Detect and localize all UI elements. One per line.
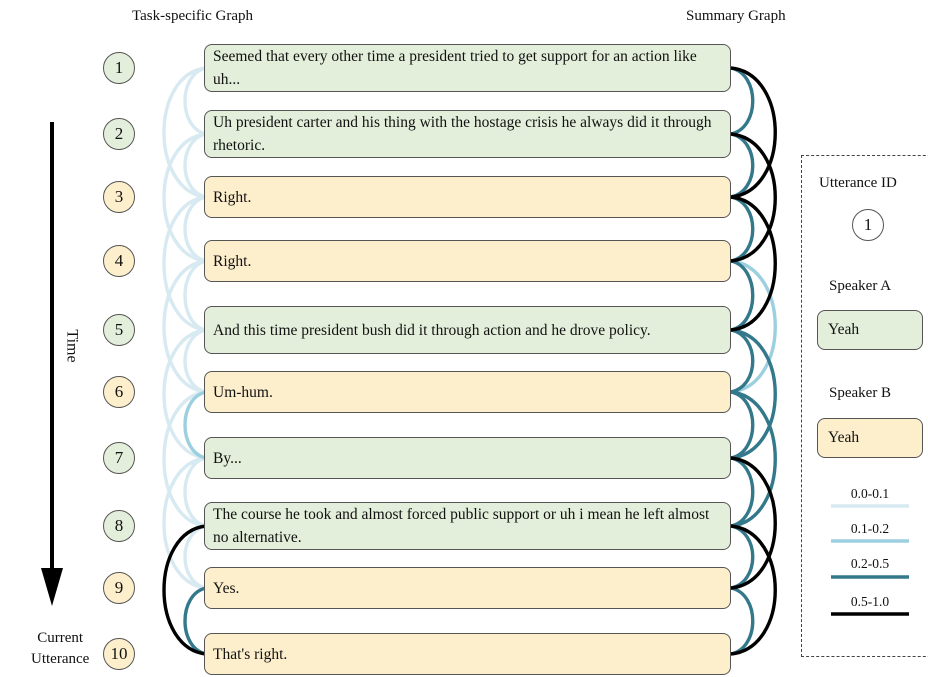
summary-edge-2-1	[731, 68, 753, 134]
task-edge-4-3	[185, 197, 206, 261]
utterance-text: Um-hum.	[213, 383, 273, 401]
utterance-text: And this time president bush did it through action and he drove policy.	[213, 321, 651, 339]
summary-edge-8-7	[731, 458, 753, 526]
utterance-text: Right.	[213, 188, 252, 206]
task-edge-8-7	[185, 458, 206, 526]
utterance-id-circle: 5	[103, 314, 135, 346]
utterance-text: Uh president carter and his thing with the hostage crisis he always did it through rhetoric.	[213, 114, 712, 154]
utterance-id-circle: 6	[103, 376, 135, 408]
legend-speaker-b-title: Speaker B	[829, 385, 892, 401]
utterance-box	[204, 240, 731, 282]
utterance-id-circle: 4	[103, 245, 135, 277]
legend-range-label: 0.2-0.5	[850, 556, 890, 571]
utterance-text: Seemed that every other time a president tried to get support for an action like uh...	[213, 48, 697, 88]
task-edge-10-9	[185, 588, 206, 654]
utterance-id-circle: 10	[103, 638, 135, 670]
legend-speaker-a-example: Yeah	[817, 310, 923, 350]
legend-range-label: 0.1-0.2	[850, 521, 890, 536]
utterance-box	[204, 437, 731, 479]
utterance-id-circle: 1	[103, 52, 135, 84]
utterance-id-circle: 9	[103, 572, 135, 604]
legend-utterance-id-title: Utterance ID	[819, 175, 897, 191]
utterance-id-circle: 3	[103, 181, 135, 213]
summary-edge-7-6	[731, 392, 753, 458]
utterance-box	[204, 110, 731, 158]
task-edge-9-8	[185, 526, 206, 588]
current-utterance-label	[31, 628, 89, 670]
utterance-box	[204, 502, 731, 550]
utterance-text: Right.	[213, 252, 252, 270]
summary-edge-4-3	[731, 197, 753, 261]
utterance-box	[204, 371, 731, 413]
utterance-id-circle: 8	[103, 510, 135, 542]
utterance-box	[204, 567, 731, 609]
utterance-box	[204, 44, 731, 92]
summary-edge-5-4	[731, 261, 753, 330]
utterance-box	[204, 306, 731, 354]
utterance-text: By...	[213, 449, 242, 467]
task-edge-6-5	[185, 330, 206, 392]
legend-speaker-b-example: Yeah	[817, 418, 923, 458]
legend-utterance-id-circle: 1	[852, 209, 884, 241]
task-graph-title: Task-specific Graph	[132, 8, 253, 24]
legend-range-label: 0.0-0.1	[850, 486, 890, 501]
summary-graph-title: Summary Graph	[686, 8, 786, 24]
summary-edge-3-2	[731, 134, 753, 197]
utterance-text: Yes.	[213, 579, 240, 597]
current-label-line1: Current	[37, 630, 84, 646]
time-label: Time	[63, 329, 81, 363]
summary-edge-10-9	[731, 588, 753, 654]
task-edge-7-6	[185, 392, 206, 458]
utterance-box	[204, 176, 731, 218]
task-edge-5-4	[185, 261, 206, 330]
utterance-text: The course he took and almost forced public support or uh i mean he left almost no alternative.	[213, 506, 710, 546]
summary-edge-9-8	[731, 526, 753, 588]
utterance-id-circle: 7	[103, 442, 135, 474]
task-edge-3-2	[185, 134, 206, 197]
legend-speaker-a-title: Speaker A	[829, 278, 892, 294]
utterance-box	[204, 633, 731, 675]
utterance-id-circle: 2	[103, 118, 135, 150]
current-label-line2: Utterance	[31, 651, 90, 667]
summary-edge-6-5	[731, 330, 753, 392]
task-edge-2-1	[185, 68, 206, 134]
utterance-text: That's right.	[213, 645, 288, 663]
legend-range-label: 0.5-1.0	[850, 594, 890, 609]
